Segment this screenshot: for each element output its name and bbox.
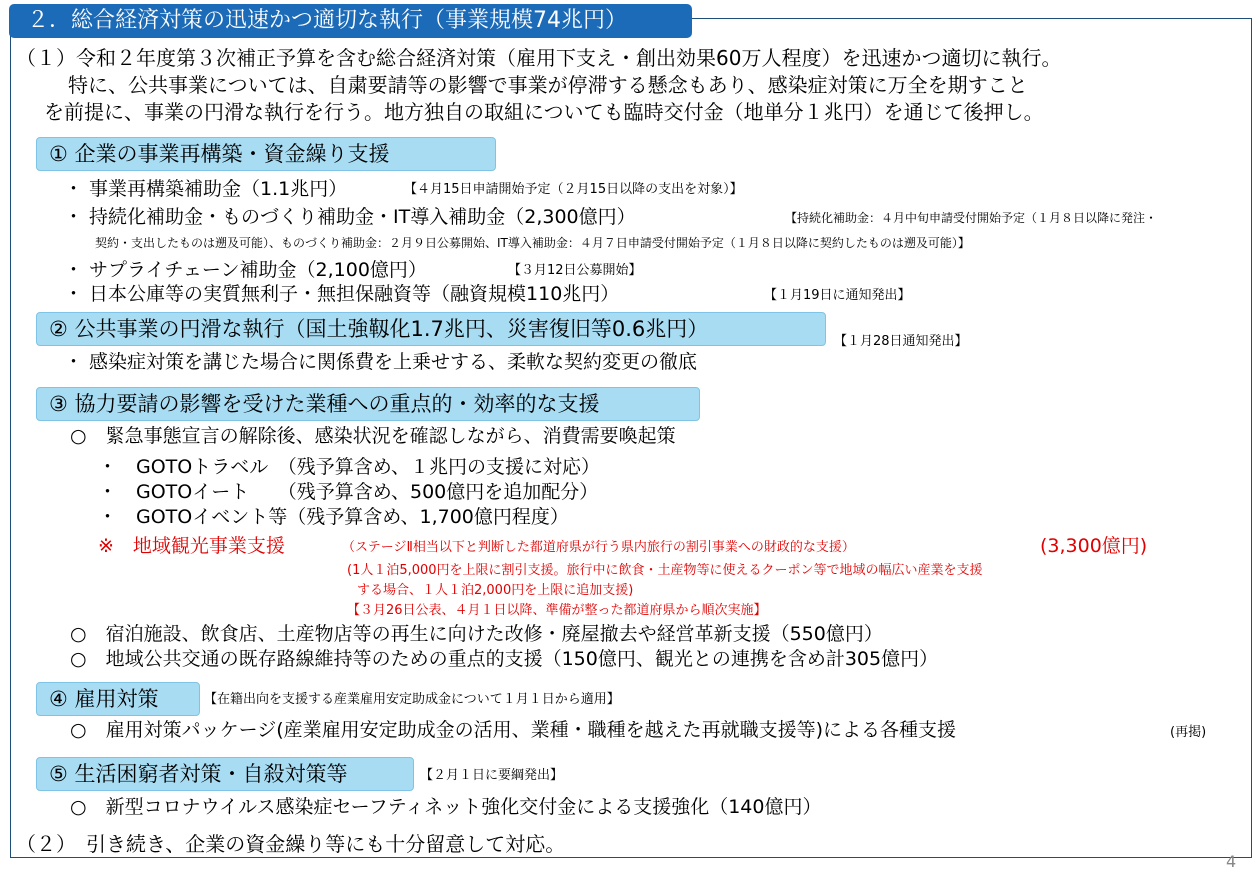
s1-item-2: ・ 持続化補助金・ものづくり補助金・IT導入補助金（2,300億円） — [64, 206, 636, 228]
s4-circle-1: ○ 雇用対策パッケージ(産業雇用安定助成金の活用、業種・職種を越えた再就職支援等)による各種支援 — [70, 719, 957, 741]
s1-item-1: ・ 事業再構築補助金（1.1兆円） — [64, 178, 348, 200]
s5-note: 【２月１日に要綱発出】 — [420, 768, 564, 783]
s3-goto-eat: ・ GOTOイート （残予算含め、500億円を追加配分） — [98, 481, 599, 503]
s1-item-4: ・ 日本公庫等の実質無利子・無担保融資等（融資規模110兆円） — [64, 283, 620, 305]
section-3-header: ③ 協力要請の影響を受けた業種への重点的・効率的な支援 — [36, 387, 700, 421]
s4-circle-1-note: (再掲) — [1170, 725, 1207, 740]
section-1-header: ① 企業の事業再構築・資金繰り支援 — [36, 137, 496, 171]
s2-note: 【１月28日通知発出】 — [834, 334, 968, 349]
s1-item-1-note: 【４月15日申請開始予定（２月15日以降の支出を対象）】 — [404, 182, 743, 197]
section-5-header: ⑤ 生活困窮者対策・自殺対策等 — [36, 757, 414, 791]
s5-circle-1: ○ 新型コロナウイルス感染症セーフティネット強化交付金による支援強化（140億円） — [70, 796, 822, 818]
section-2-header: ② 公共事業の円滑な執行（国土強靱化1.7兆円、災害復旧等0.6兆円） — [36, 312, 826, 346]
s3-tourism-desc: （ステージⅡ相当以下と判断した都道府県が行う県内旅行の割引事業への財政的な支援） — [342, 540, 855, 555]
intro-line-2: 特に、公共事業については、自粛要請等の影響で事業が停滞する懸念もあり、感染症対策に万全を期すこと — [68, 73, 1028, 97]
s1-item-2-note-cont: 契約・支出したものは遡及可能）、ものづくり補助金：２月９日公募開始、IT導入補助金：４月７日申請受付開始予定（１月８日以降に契約したものは遡及可能）】 — [95, 236, 970, 250]
section-4-header: ④ 雇用対策 — [36, 682, 200, 716]
s3-goto-travel: ・ GOTOトラベル （残予算含め、１兆円の支援に対応） — [98, 456, 600, 478]
s3-tourism-amount: (3,300億円) — [1040, 535, 1148, 557]
closing-line: （２） 引き続き、企業の資金繰り等にも十分留意して対応。 — [16, 832, 566, 856]
s2-item-1: ・ 感染症対策を講じた場合に関係費を上乗せする、柔軟な契約変更の徹底 — [64, 351, 698, 373]
s3-tourism-schedule: 【３月26日公表、４月１日以降、準備が整った都道府県から順次実施】 — [347, 603, 767, 618]
s3-circle-1: ○ 緊急事態宣言の解除後、感染状況を確認しながら、消費需要喚起策 — [70, 425, 676, 447]
s1-item-3-note: 【３月12日公募開始】 — [508, 263, 642, 278]
s3-tourism-detail-1: (1人１泊5,000円を上限に割引支援。旅行中に飲食・土産物等に使えるクーポン等で地域の幅広い産業を支援 — [347, 563, 983, 578]
s1-item-3: ・ サプライチェーン補助金（2,100億円） — [64, 259, 427, 281]
s3-circle-2: ○ 宿泊施設、飲食店、土産物店等の再生に向けた改修・廃屋撤去や経営革新支援（550億円） — [70, 623, 883, 645]
intro-line-1: （１）令和２年度第３次補正予算を含む総合経済対策（雇用下支え・創出効果60万人程度）を迅速かつ適切に執行。 — [16, 46, 1062, 70]
s3-goto-event: ・ GOTOイベント等（残予算含め、1,700億円程度） — [98, 506, 569, 528]
s3-circle-3: ○ 地域公共交通の既存路線維持等のための重点的支援（150億円、観光との連携を含め計305億円） — [70, 648, 939, 670]
s3-tourism-detail-2: する場合、１人１泊2,000円を上限に追加支援) — [357, 583, 634, 598]
page-title: ２．総合経済対策の迅速かつ適切な執行（事業規模74兆円） — [9, 4, 692, 38]
s1-item-2-note: 【持続化補助金：４月中旬申請受付開始予定（１月８日以降に発注・ — [785, 211, 1158, 225]
intro-line-3: を前提に、事業の円滑な執行を行う。地方独自の取組についても臨時交付金（地単分１兆円）を通じて後押し。 — [44, 100, 1044, 124]
s4-note: 【在籍出向を支援する産業雇用安定助成金について１月１日から適用】 — [204, 692, 620, 707]
s3-tourism-support: ※ 地域観光事業支援 — [98, 535, 285, 557]
s1-item-4-note: 【１月19日に通知発出】 — [764, 288, 911, 303]
page-number: 4 — [1226, 852, 1237, 871]
